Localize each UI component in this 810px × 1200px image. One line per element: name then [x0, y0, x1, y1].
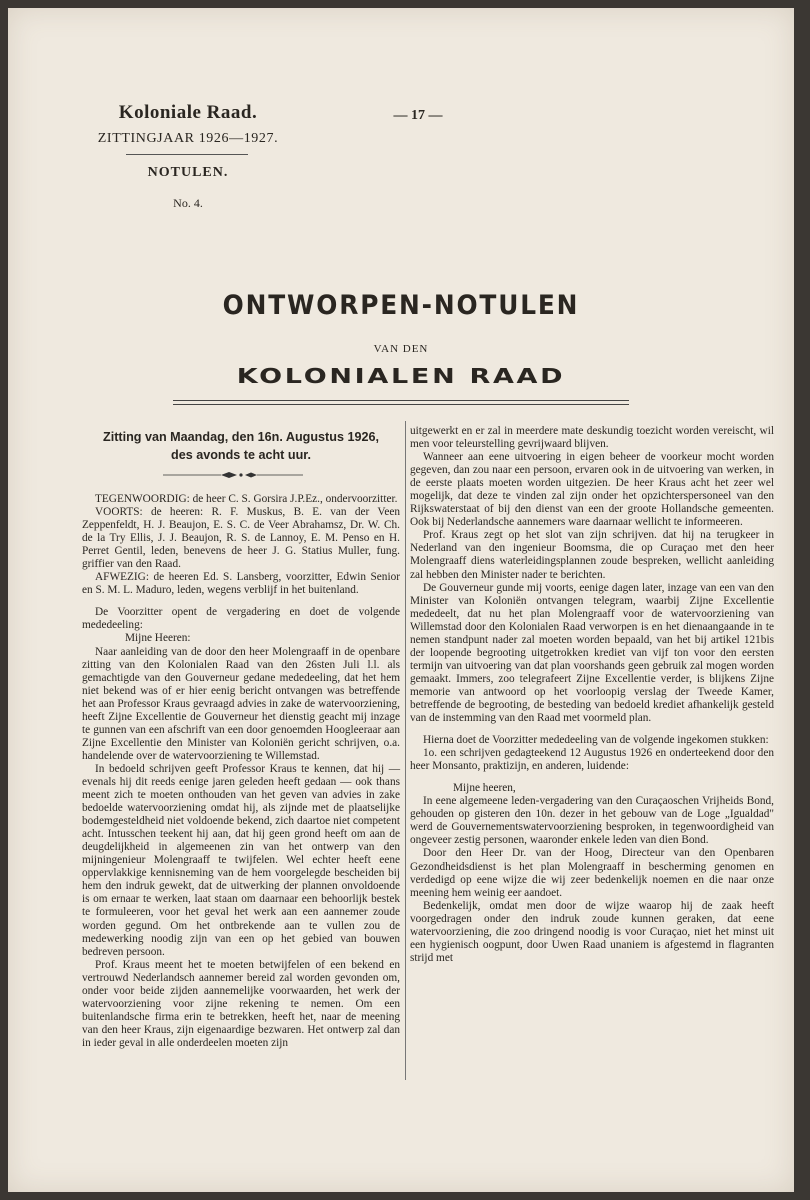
- council-name: Koloniale Raad.: [118, 102, 258, 123]
- paragraph: Door den Heer Dr. van der Hoog, Directeur van den Openbaren Gezondheidsdienst is het plan Molengraaff in bescherming genomen en verdedigd op eene wijze die wij zeer bedenkelijk noemen en die naar onze meening hem weinig eer aandoet.: [410, 847, 774, 899]
- number-label: No. 4.: [173, 196, 203, 210]
- paragraph: Naar aanleiding van de door den heer Molengraaff in de openbare zitting van den Kolonialen Raad van den 26sten Juli l.l. als gemachtigde van den Gouverneur gedane mededeeling, dat het hem niet bekend was of er hier eenig bericht ontvangen was betreffende het aan Professor Kraus gevraagd advies in zake de watervoorziening, heeft Zijne Excellentie de Gouverneur het dienstig geacht mij inzage te gunnen van een afschrift van een door genoemden Hoogleeraar aan Zijne Excellentie den Minister van Koloniën gericht schrijven, o.a. handelende over de watervoorziening te Willemstad.: [82, 645, 400, 762]
- session-line-2: des avonds te acht uur.: [171, 448, 311, 462]
- paragraph: De Voorzitter opent de vergadering en doet de volgende mededeeling:: [82, 606, 400, 632]
- paragraph: Wanneer aan eene uitvoering in eigen beheer de voorkeur mocht worden gegeven, dan zou naar een persoon, ervaren ook in de uitvoering van werken, in de eerste plaats moeten worden uitgezien. De heer Kraus acht het zeer wel mogelijk, dat deze te vinden zal zijn onder het opzichterspersoneel van den Rijkswaterstaat of bij den dienst van een der groote Hollandsche gemeenten. Ook bij Nederlandsche aannemers ware daarnaar wellicht te informeeren.: [410, 451, 774, 529]
- session-heading: [82, 428, 400, 464]
- ornament-divider: [163, 471, 303, 479]
- left-column: [82, 493, 400, 1050]
- right-column: [410, 425, 774, 965]
- document-page: [8, 8, 794, 1192]
- column-divider: [405, 421, 406, 1080]
- header-rule: [126, 154, 248, 155]
- paragraph: De Gouverneur gunde mij voorts, eenige dagen later, inzage van een van den Minister van Koloniën ontvangen telegram, waarbij Zijne Excellentie mededeelt, dat nu het plan Molengraaff voor de watervoorziening van Willemstad door den Kolonialen Raad verworpen is en het dienaangaande in te nemen standpunt nader zal moeten worden bepaald, van het bij artikel 121bis der loopende begrooting uitgetrokken krediet van vijf ton voor den eersten termijn van uitvoering van dat plan voorshands geen gebruik zal mogen worden gemaakt. Immers, zoo telegrafeert Zijne Excellentie verder, is blijkens Zijne memorie van antwoord op het voorloopig verslag der Tweede Kamer, betreffende de begrooting, de besteding van bedoeld krediet afhankelijk gesteld van de instemming van den Raad met voormeld plan.: [410, 581, 774, 725]
- salutation: Mijne Heeren:: [125, 632, 191, 645]
- paragraph: Prof. Kraus zegt op het slot van zijn schrijven. dat hij na terugkeer in Nederland van den ingenieur Boomsma, die op Curaçao met den heer Molengraaff diens waterleidingsplannen zoude bespreken, wellicht aanleiding zal hebben den Minister nader te berichten.: [410, 529, 774, 581]
- salutation: Mijne heeren,: [453, 782, 516, 795]
- title-kolonialen-raad: KOLONIALEN RAAD: [236, 364, 566, 388]
- paragraph: AFWEZIG: de heeren Ed. S. Lansberg, voorzitter, Edwin Senior en S. M. L. Maduro, leden, wegens verblijf in het buitenland.: [82, 571, 400, 597]
- title-van-den: VAN DEN: [373, 343, 429, 355]
- paragraph: In bedoeld schrijven geeft Professor Kraus te kennen, dat hij — evenals hij dit reeds eenige jaren geleden heeft gedaan — ook thans meent zich te moeten onthouden van het geven van advies in zake bedoelde watervoorziening omdat hij, als zijnde met de plaatselijke bodemgesteldheid niet voldoende bekend, zich daartoe niet competent acht. Intusschen teekent hij aan, dat hij geen grond heeft om aan de deugdelijkheid in algemeenen zin van het ontwerp van den mijningenieur Molengraaff te twijfelen. Wel echter heeft eene oppervlakkige kennisneming van de hem voorgelegde bescheiden bij hem den indruk gewekt, dat de uitwerking der plannen onvoldoende is om ernaar te werken, laat staan om daarnaar een behoorlijk bestek te formuleeren, voor het geval het werk aan een aannemer zoude worden gegund. Om het ontbrekende aan te vullen zou de medewerking noodig zijn van een op het gebied van bouwen bedreven persoon.: [82, 762, 400, 958]
- title-double-rule: [173, 400, 629, 405]
- paragraph: Hierna doet de Voorzitter mededeeling van de volgende ingekomen stukken:: [423, 734, 769, 747]
- paragraph: Prof. Kraus meent het te moeten betwijfelen of een bekend en vertrouwd Nederlandsch aannemer bereid zal worden gevonden om, onder voor beide zijden aannemelijke voorwaarden, het werk der watervoorziening voor zijne rekening te nemen. Om een buitenlandsche firma erin te betrekken, heeft het, naar de meening van den heer Kraus, zijn eigenaardige bezwaren. Het ontwerp zal dan in ieder geval in alle onderdeelen moeten zijn: [82, 958, 400, 1049]
- paragraph: Bedenkelijk, omdat men door de wijze waarop hij de zaak heeft voorgedragen onder den indruk zoude kunnen geraken, dat eene watervoorziening, die zoo dringend noodig is voor Curaçao, niet het minst uit een hygienisch oogpunt, door Uwen Raad unaniem is afgestemd in flagranten strijd met: [410, 899, 774, 964]
- paragraph: 1o. een schrijven gedagteekend 12 Augustus 1926 en onderteekend door den heer Monsanto, praktizijn, en anderen, luidende:: [410, 747, 774, 773]
- paragraph: TEGENWOORDIG: de heer C. S. Gorsira J.P.Ez., ondervoorzitter.: [95, 493, 398, 505]
- notulen-label: NOTULEN.: [147, 165, 229, 180]
- paragraph: VOORTS: de heeren: R. F. Muskus, B. E. van der Veen Zeppenfeldt, H. J. Beaujon, E. S. C. de Veer Abrahamsz, Dr. W. Ch. de la Try Ellis, J. J. Beaujon, R. S. de Lannoy, E. M. Penso en H. Perret Gentil, leden, benevens de heer J. G. Statius Muller, fung. griffier van den Raad.: [82, 506, 400, 571]
- session-line-1: Zitting van Maandag, den 16n. Augustus 1926,: [103, 430, 379, 444]
- session-year: ZITTINGJAAR 1926—1927.: [97, 131, 279, 146]
- paragraph: uitgewerkt en er zal in meerdere mate deskundig toezicht worden vereischt, wil men voor teleurstelling gevrijwaard blijven.: [410, 425, 774, 451]
- document-title: ONTWORPEN-NOTULEN: [222, 290, 580, 321]
- paragraph: In eene algemeene leden-vergadering van den Curaçaoschen Vrijheids Bond, gehouden op gisteren den 10n. dezer in het gebouw van de Loge „Igualdad" werd de Gouvernementswatervoorziening besproken, in tegenwoordigheid van ongeveer zestig personen, waaronder enkele leden van dien Bond.: [410, 795, 774, 847]
- page-number: — 17 —: [393, 108, 443, 123]
